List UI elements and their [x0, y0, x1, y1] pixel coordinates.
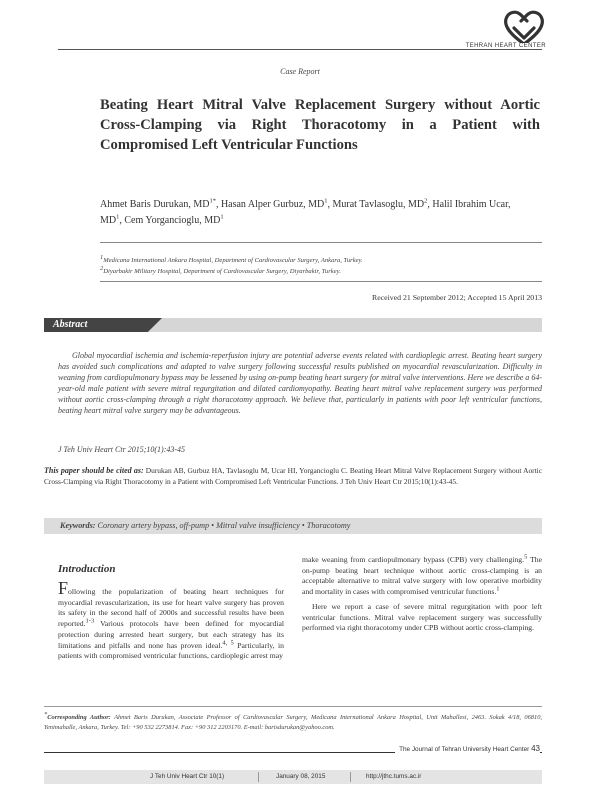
affiliation: 2Diyarbakir Military Hospital, Department of Cardiovascular Surgery, Diyarbakir, Turkey.: [100, 264, 341, 275]
footer-date: January 08, 2015: [276, 773, 326, 780]
affiliations: [100, 255, 542, 277]
keywords: [60, 518, 350, 534]
footer-separator: [350, 772, 351, 782]
journal-footer: [250, 744, 540, 753]
footnote-rule: [44, 706, 542, 707]
paragraph: Here we report a case of severe mitral regurgitation with poor left ventricular functions. Mitral valve replacement surgery was successfully performed via right thoracotomy under CPB without aortic cross-clamping.: [302, 601, 542, 633]
drop-cap: F: [58, 578, 69, 598]
footer-url[interactable]: http://jthc.tums.ac.ir: [366, 773, 422, 780]
header-rule: [58, 49, 542, 50]
journal-name: The Journal of Tehran University Heart Center: [399, 746, 530, 753]
author-list: [100, 197, 520, 229]
author: Halil Ibrahim Ucar, $MD^1$,: [100, 199, 511, 226]
keywords-text: Coronary artery bypass, off-pump • Mitral valve insufficiency • Thoracotomy: [95, 521, 351, 530]
heart-knot-logo-icon: [500, 8, 548, 48]
citation-label: This paper should be cited as:: [44, 466, 144, 475]
page-number: 43: [531, 744, 540, 753]
received-dates: Received 21 September 2012; Accepted 15 April 2013: [372, 293, 542, 302]
header-label: TEHRAN HEART CENTER: [434, 43, 546, 49]
author: Hasan Alper Gurbuz, $MD^1$,: [220, 197, 333, 210]
author: Cem Yorgancioglu, $MD^1$: [124, 213, 224, 226]
introduction-column-1: Following the popularization of beating heart techniques for myocardial revascularization, its use for heart valve surgery has proven its safety in the second half of 2000s and successful results have been reported.$^{1-3}$ Various protocols have been defined for myocardial protection during arrested heart surgery, but each strategy has its limitations and pitfalls and none has proven ideal.$^{4, 5}$ Particularly, in patients with compromised ventricular functions, cardioplegic arrest may: [58, 578, 285, 661]
article-title: Beating Heart Mitral Valve Replacement Surgery without Aortic Cross-Clamping via Right Thoracotomy in a Patient with Compromised Left Ventricular Functions: [100, 97, 540, 153]
paragraph: make weaning from cardiopulmonary bypass (CPB) very challenging.$^5$ The on-pump beating heart technique without aortic cross-clamping is an acceptable alternative to mitral valve surgery with low operative morbidity and mortality in cases with compromised ventricular functions.$^1$: [302, 553, 542, 597]
citation-text: Durukan AB, Gurbuz HA, Tavlasoglu M, Ucar HI, Yorgancioglu C. Beating Heart Mitral Valve Replacement Surgery without Aortic Cross-Clamping via Right Thoracotomy in a Patient with Compromised Left Ventricular Functions. J Teh Univ Heart Ctr 2015;10(1):43-45.: [44, 466, 542, 486]
introduction-column-2: [302, 555, 542, 634]
corresponding-author: *Corresponding Author: Ahmet Baris Durukan, Associate Professor of Cardiovascular Surgery, Medicana International Ankara Hospital, Unit Mahallesi, 2463. Sokak 4/18, 06810, Yenimahalle, Ankara, Turkey. Tel: +90 532 2273814. Fax: +90 312 2203170. E-mail: barisdurukan@yahoo.com.: [44, 710, 542, 731]
affiliation-rule-bottom: [100, 281, 542, 282]
affiliation-rule-top: [100, 242, 542, 243]
article-type: Case Report: [280, 67, 320, 76]
introduction-heading: Introduction: [58, 563, 116, 575]
citation: [44, 466, 542, 487]
author: Murat Tavlasoglu, $MD^2$,: [332, 197, 433, 210]
abstract-heading: Abstract: [53, 319, 88, 330]
abstract-text: Global myocardial ischemia and ischemia-reperfusion injury are potential adverse events related with cardioplegic arrest. Beating heart surgery has avoided such complications and adapted to valve surgery following successful results published on myocardial revascularization. Difficulty in weaning from cardiopulmonary bypass may be lessened by using on-pump beating heart surgery for mitral valve interventions. Here we describe a 64-year-old male patient with severe mitral regurgitation and dilated cardiomyopathy. Beating heart mitral valve replacement surgery was performed without aortic cross-clamping through a right thoracotomy approach. We believe that, particularly in patients with poor left ventricular functions, beating heart mitral valve surgery may be advantageous.: [58, 351, 542, 415]
footer-separator: [258, 772, 259, 782]
keywords-label: Keywords:: [60, 521, 96, 530]
journal-reference: J Teh Univ Heart Ctr 2015;10(1):43-45: [58, 445, 186, 454]
footer-issue: J Teh Univ Heart Ctr 10(1): [150, 773, 225, 780]
affiliation: 1Medicana International Ankara Hospital, Department of Cardiovascular Surgery, Ankara, Turkey.: [100, 253, 363, 264]
author: Ahmet Baris Durukan, $MD^{1*}$,: [100, 197, 221, 210]
